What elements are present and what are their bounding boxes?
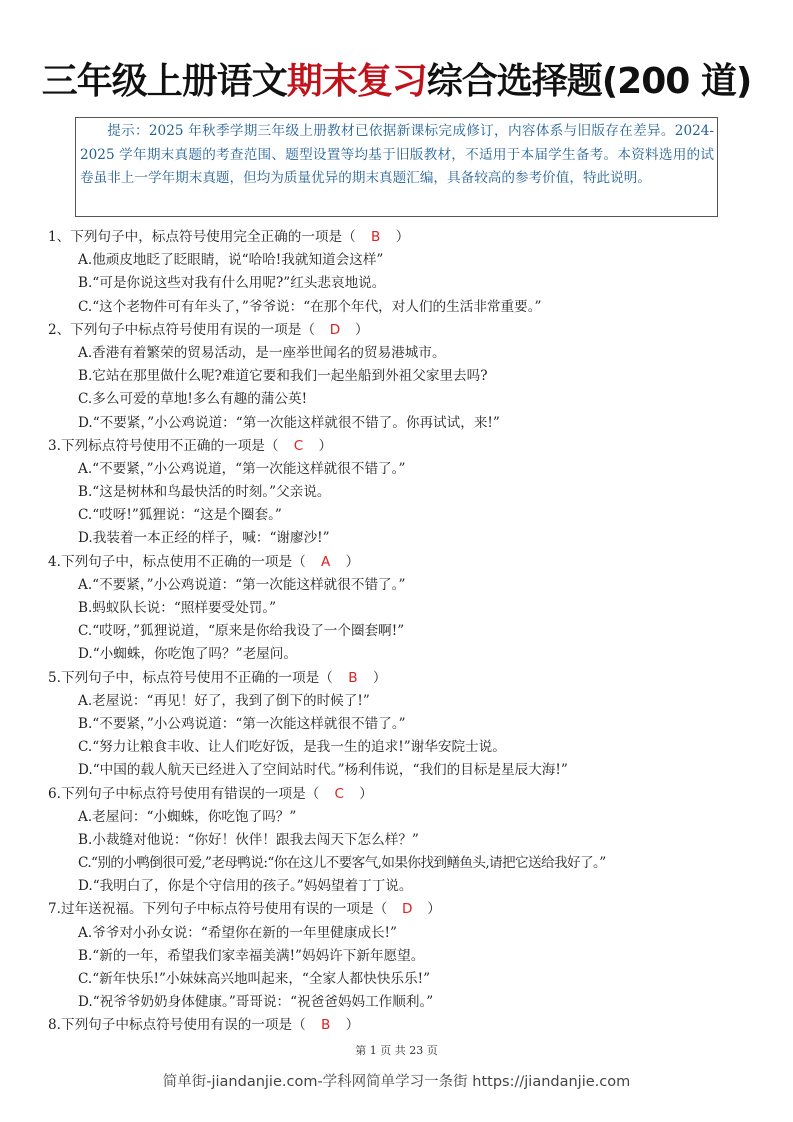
question-option: D.“我明白了，你是个守信用的孩子。”妈妈望着丁丁说。	[78, 878, 413, 895]
question-option: C.“努力让粮食丰收、让人们吃好饭，是我一生的追求!”谢华安院士说。	[78, 739, 506, 756]
question-number: 4.	[48, 553, 61, 570]
question-option: B.它站在那里做什么呢?难道它要和我们一起坐船到外祖父家里去吗?	[78, 368, 488, 385]
answer-letter: C	[334, 785, 345, 802]
title-highlight: 期末复习	[286, 61, 427, 102]
question-number: 5.	[48, 669, 61, 686]
question-option: C.“别的小鸭倒很可爱,”老母鸭说:“你在这儿不要客气,如果你找到鳝鱼头,请把它送给我好了。”	[78, 855, 606, 872]
answer-letter: D	[402, 901, 413, 918]
question-close-paren: ）	[318, 437, 333, 454]
answer-letter: B	[348, 669, 358, 686]
question-close-paren: ）	[372, 669, 387, 686]
question-number: 7.	[48, 901, 61, 918]
question-option: C.“这个老物件可有年头了，”爷爷说：“在那个年代，对人们的生活非常重要。”	[78, 298, 542, 315]
question-option: D.“中国的载人航天已经进入了空间站时代。”杨利伟说，“我们的目标是星辰大海!”	[78, 762, 568, 779]
question-text: 下列句子中，标点符号使用不正确的一项是（	[60, 669, 333, 686]
question-stem	[48, 667, 768, 690]
question-text: 下列句子中标点符号使用有误的一项是（	[60, 1017, 306, 1034]
question-number: 2、	[48, 321, 71, 338]
question-number: 6.	[48, 785, 61, 802]
question-option: C.“新年快乐!”小妹妹高兴地叫起来，“全家人都快快乐乐!”	[78, 971, 431, 987]
question-stem	[48, 898, 768, 921]
answer-letter: B	[321, 1017, 331, 1034]
question-option: D.“不要紧，”小公鸡说道：“第一次能这样就很不错了。你再试试，来!”	[78, 414, 500, 431]
question-number: 1、	[48, 229, 71, 245]
question-number: 8.	[48, 1017, 61, 1034]
question-stem	[48, 226, 768, 249]
page-title	[0, 58, 793, 106]
question-option: A.老屋说：“再见！好了，我到了倒下的时候了!”	[78, 692, 370, 709]
question-text: 过年送祝福。下列句子中标点符号使用有误的一项是（	[60, 901, 388, 918]
question-option: C.多么可爱的草地!多么有趣的蒲公英!	[78, 391, 308, 408]
question-text: 下列句子中标点符号使用有误的一项是（	[70, 321, 315, 338]
question-close-paren: ）	[345, 553, 360, 570]
question-stem	[48, 551, 768, 574]
question-close-paren: ）	[395, 229, 410, 245]
notice-box: 提示：2025 年秋季学期三年级上册教材已依据新课标完成修订，内容体系与旧版存在差异。2024-2025 学年期末真题的考查范围、题型设置等均基于旧版教材，不适用于本届学生备考。本资料选用的试卷虽非上一学年期末真题，但均为质量优异的期末真题汇编，具备较高的参考价值，特此说明。	[75, 117, 718, 217]
question-option: A.老屋问：“小蜘蛛，你吃饱了吗？”	[78, 808, 297, 825]
question-option: C.“哎呀!”狐狸说：“这是个圈套。”	[78, 507, 282, 524]
question-close-paren: ）	[427, 901, 441, 918]
title-suffix: 综合选择题(200 道)	[426, 61, 752, 102]
site-watermark: 简单街-jiandanjie.com-学科网简单学习一条街 https://jiandanjie.com	[162, 1074, 631, 1090]
question-text: 下列句子中标点符号使用有错误的一项是（	[60, 785, 320, 802]
question-option: A.香港有着繁荣的贸易活动，是一座举世闻名的贸易港城市。	[78, 344, 446, 361]
question-list	[48, 226, 768, 1038]
answer-letter: B	[371, 229, 381, 245]
question-option: A.他顽皮地眨了眨眼睛，说“哈哈!我就知道会这样”	[78, 252, 384, 269]
question-stem	[48, 783, 768, 806]
question-option: A.“不要紧，”小公鸡说道：“第一次能这样就很不错了。”	[78, 576, 406, 593]
title-prefix: 三年级上册语文	[41, 61, 287, 102]
question-option: B.“这是树林和鸟最快活的时刻。”父亲说。	[78, 484, 331, 501]
question-stem	[48, 319, 768, 342]
question-option: B.小裁缝对他说：“你好！伙伴！跟我去闯天下怎么样？”	[78, 831, 419, 848]
question-option: D.我装着一本正经的样子，喊：“谢廖沙!”	[78, 530, 330, 547]
question-option: A.爷爷对小孙女说：“希望你在新的一年里健康成长!”	[78, 924, 397, 941]
answer-letter: D	[329, 321, 341, 338]
question-text: 下列句子中，标点使用不正确的一项是（	[60, 553, 306, 570]
question-option: D.“小蜘蛛，你吃饱了吗？”老屋问。	[78, 646, 297, 663]
question-close-paren: ）	[345, 1017, 360, 1034]
question-option: D.“祝爷爷奶奶身体健康。”哥哥说：“祝爸爸妈妈工作顺利。”	[78, 994, 434, 1011]
answer-letter: A	[321, 553, 331, 570]
question-option: B.蚂蚁队长说：“照样要受处罚。”	[78, 600, 277, 616]
question-number: 3.	[48, 437, 61, 454]
question-option: B.“新的一年，希望我们家幸福美满!”妈妈许下新年愿望。	[78, 947, 425, 964]
question-option: B.“可是你说这些对我有什么用呢?”红头悲哀地说。	[78, 275, 386, 292]
answer-letter: C	[293, 437, 304, 454]
question-close-paren: ）	[354, 321, 369, 338]
question-stem	[48, 435, 768, 458]
page-number: 第 1 页 共 23 页	[355, 1044, 438, 1057]
question-stem	[48, 1014, 768, 1037]
question-text: 下列句子中，标点符号使用完全正确的一项是（	[70, 229, 356, 245]
question-option: A.“不要紧，”小公鸡说道，“第一次能这样就很不错了。”	[78, 460, 406, 477]
question-option: C.“哎呀，”狐狸说道，“原来是你给我设了一个圈套啊!”	[78, 623, 405, 640]
question-text: 下列标点符号使用不正确的一项是（	[60, 437, 279, 454]
question-option: B.“不要紧，”小公鸡说道：“第一次能这样就很不错了。”	[78, 715, 406, 732]
question-close-paren: ）	[359, 785, 373, 802]
